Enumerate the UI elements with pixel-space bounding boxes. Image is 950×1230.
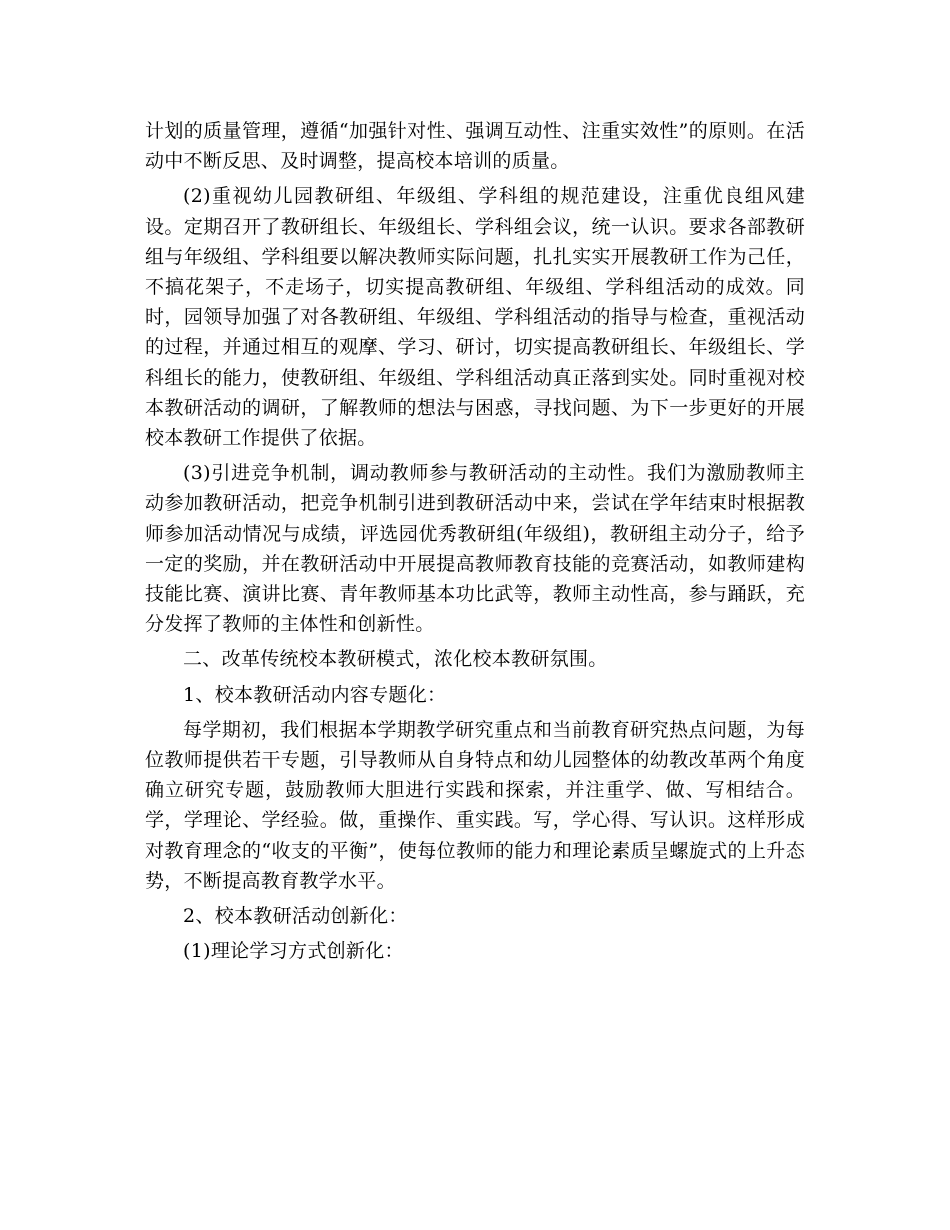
paragraph-item-3: (3)引进竞争机制，调动教师参与教研活动的主动性。我们为激励教师主动参加教研活动，把竞争机制引进到教研活动中来，尝试在学年结束时根据教师参加活动情况与成绩，评选园优秀教研组(年级组)，教研组主动分子，给予一定的奖励，并在教研活动中开展提高教师教育技能的竞赛活动，如教师建构技能比赛、演讲比赛、青年教师基本功比武等，教师主动性高，参与踊跃，充分发挥了教师的主体性和创新性。 (145, 462, 805, 636)
subheading-1: 1、校本教研活动内容专题化： (183, 683, 447, 706)
document-body (145, 116, 805, 966)
paragraph-topic-based: 每学期初，我们根据本学期教学研究重点和当前教育研究热点问题，为每位教师提供若干专题，引导教师从自身特点和幼儿园整体的幼教改革两个角度确立研究专题，鼓励教师大胆进行实践和探索，并注重学、做、写相结合。学，学理论、学经验。做，重操作、重实践。写，学心得、写认识。这样形成对教育理念的“收支的平衡”，使每位教师的能力和理论素质呈螺旋式的上升态势，不断提高教育教学水平。 (145, 718, 805, 892)
section-heading-2: 二、改革传统校本教研模式，浓化校本教研氛围。 (183, 648, 608, 671)
subheading-2: 2、校本教研活动创新化： (183, 905, 408, 928)
paragraph-continuation: 计划的质量管理，遵循“加强针对性、强调互动性、注重实效性”的原则。在活动中不断反思、及时调整，提高校本培训的质量。 (145, 120, 805, 173)
paragraph-item-2: (2)重视幼儿园教研组、年级组、学科组的规范建设，注重优良组风建设。定期召开了教研组长、年级组长、学科组会议，统一认识。要求各部教研组与年级组、学科组要以解决教师实际问题，扎扎实实开展教研工作为己任，不搞花架子，不走场子，切实提高教研组、年级组、学科组活动的成效。同时，园领导加强了对各教研组、年级组、学科组活动的指导与检查，重视活动的过程，并通过相互的观摩、学习、研讨，切实提高教研组长、年级组长、学科组长的能力，使教研组、年级组、学科组活动真正落到实处。同时重视对校本教研活动的调研，了解教师的想法与困惑，寻找问题、为下一步更好的开展校本教研工作提供了依据。 (145, 185, 805, 450)
subheading-2-1: (1)理论学习方式创新化： (183, 940, 404, 963)
